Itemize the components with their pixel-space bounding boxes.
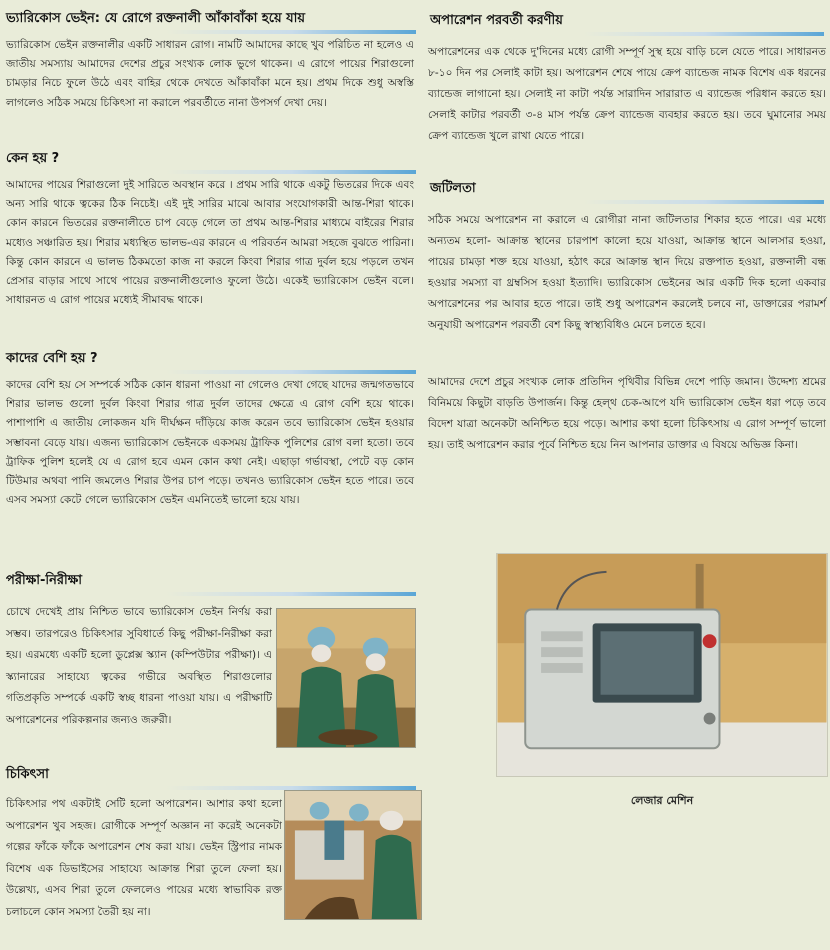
aftercare-text: অপারেশনের এক থেকে দু'দিনের মধ্যে রোগী সম্পূর্ণ সুস্থ হয়ে বাড়ি চলে যেতে পারে। সাধারনত ৮-১০ দিন পর সেলাই কাটা হয়। অপারেশন শেষে পায়ে ক্রেপ ব্যান্ডেজ নামক বিশেষ এক ধরনের ব্যান্ডেজ লাগানো হয়। সেলাই না কাটা পর্যন্ত সারাদিন সারারাত এ ব্যান্ডেজ পরিধান করতে হয়। সেলাই কাটার পরবর্তী ৩-৪ মাস পর্যন্ত ক্রেপ ব্যান্ডেজ ব্যবহার করতে হয়। তবে ঘুমানোর সময় ক্রেপ ব্যান্ডেজ খুলে রাখা যেতে পারে। [428,46,826,142]
figure-caption: লেজার মেশিন [630,794,694,807]
operation-photo-image [285,791,421,919]
laser-machine-image [497,554,827,776]
aftercare-heading: অপারেশন পরবর্তী করণীয় [424,8,824,36]
tests-text: চোখে দেখেই প্রায় নিশ্চিত ভাবে ভ্যারিকোস ভেইন নির্ণয় করা সম্ভব। তারপরেও চিকিৎসার সুবিধার্তে কিছু পরীক্ষা-নিরীক্ষা করা হয়। এরমধ্যে একটি হলো ডুপ্লেক্স স্ক্যান (কম্পিউটার পরীক্ষা)। এ স্ক্যানারের সাহায্যে ত্বকের গভীরে অবস্থিত শিরাগুলোর গতিপ্রকৃতি সম্পর্কে একটি স্বচ্ছ ধারনা পাওয়া যায়। এ পরীক্ষাটি অপারেশনের পরিকল্পনার জন্যও জরুরী। [6,606,272,726]
who-text: কাদের বেশি হয় সে সম্পর্কে সঠিক কোন ধারনা পাওয়া না গেলেও দেখা গেছে যাদের জন্মগতভাবে শিরার ভালভ গুলো দুর্বল কিংবা শিরার গাত্র দুর্বল তাদের ক্ষেত্রে এ রোগ বেশি হয়ে থাকে। পাশাপাশি এ জাতীয় লোকজন যদি দীর্ঘক্ষন দাঁড়িয়ে কাজ করেন তবে ভ্যারিকোস ভেইন হওয়ার সম্ভাবনা বেড়ে যায়। এজন্য ভ্যারিকোস ভেইনকে একসময় ট্রাফিক পুলিশের রোগ বলা হতো। তবে ট্রাফিক পুলিশ হলেই যে এ রোগ হবে এমন কোন কথা নেই। এছাড়া গর্ভাবস্থা, পেটে বড় কোন টিউমার অথবা পানি জমলেও শিরার উপর চাপ পড়ে। তখনও ভ্যারিকোস ভেইন হতে পারে। তবে এসব সমস্যা কেটে গেলে ভ্যারিকোস ভেইন এমনিতেই ভালো হয়ে যায়। [6,379,414,507]
intro-heading: ভ্যারিকোস ভেইন: যে রোগে রক্তনালী আঁকাবাঁকা হয়ে যায় [0,6,416,34]
why-heading: কেন হয় ? [0,146,416,174]
why-text: আমাদের পায়ের শিরাগুলো দুই সারিতে অবস্থান করে । প্রথম সারি থাকে একটু ভিতরের দিকে এবং অন্য সারি থাকে ত্বকের ঠিক নিচেই। এই দুই সারির মাঝে আবার সংযোগকারী আন্ত-শিরা থাকে। কোন কারনে ভিতরের রক্তনালীতে চাপ বেড়ে গেলে তা প্রথম আন্ত-শিরার মাধ্যমে বাইরের শিরার মধ্যেও সঞ্চারিত হয়। শিরার মধ্যস্থিত ভালভ-এর কারনে এ পরিবর্তন আমরা সহজে বুঝতে পারিনা। কিন্তু কোন কারনে এ ভালভ ঠিকমতো কাজ না করলে কিংবা শিরার গাত্র দুর্বল হয়ে পড়লে তখন প্রেসার বাড়ার সাথে সাথে পায়ের রক্তনালীগুলোও ফুলো উঠে। একেই ভ্যারিকোস ভেইন বলে। সাধারনত এ রোগ পায়ের মধ্যেই সীমাবদ্ধ থাকে। [6,179,414,307]
surgeons-photo-image [277,609,415,747]
complications-heading: জটিলতা [424,176,824,204]
tests-heading: পরীক্ষা-নিরীক্ষা [0,568,416,596]
surgeons-photo [276,608,416,748]
complications-text-2: আমাদের দেশে প্রচুর সংখ্যক লোক প্রতিদিন পৃথিবীর বিভিন্ন দেশে পাড়ি জমান। উদ্দেশ্য শ্রমের বিনিময়ে কিছুটা বাড়তি উপার্জন। কিন্তু হেল্থ চেক-আপে যদি ভ্যারিকোস ভেইন ধরা পড়ে তবে বিদেশ যাত্রা অনেকটা অনিশ্চিত হয়ে পড়ে। আশার কথা হলো চিকিৎসায় এ রোগ সম্পূর্ণ ভালো হয়। তাই অপারেশন করার পূর্বে নিশ্চিত হয়ে নিন আপনার ডাক্তার এ বিষয়ে অভিজ্ঞ কিনা। [428,376,826,451]
treatment-heading: চিকিৎসা [0,762,416,790]
laser-machine-photo [496,553,828,777]
who-heading: কাদের বেশি হয় ? [0,346,416,374]
complications-text: সঠিক সময়ে অপারেশন না করালে এ রোগীরা নানা জটিলতার শিকার হতে পারে। এর মধ্যে অন্যতম হলো- আক্রান্ত স্থানের চারপাশ কালো হয়ে যাওয়া, আক্রান্ত স্থানে আলসার হওয়া, পায়ের চামড়া শক্ত হয়ে যাওয়া, হঠাৎ করে আক্রান্ত স্থান দিয়ে রক্তপাত হওয়া, রক্তনালী বন্ধ হওয়ার সমস্যা বা থ্রম্বসিস হওয়া ইত্যাদি। ভ্যারিকোস ভেইনের আর একটি দিক হলো একবার অপারেশনের পর আবার হতে পারে। তাই শুধু অপারেশন করলেই চলবে না, ডাক্তারের পরামর্শ অনুযায়ী অপারেশন পরবর্তী বেশ কিছু স্বাস্থ্যবিধিও মেনে চলতে হবে। [428,214,826,331]
intro-text: ভ্যারিকোস ভেইন রক্তনালীর একটি সাধারন রোগ। নামটি আমাদের কাছে খুব পরিচিত না হলেও এ জাতীয় সমস্যায় আমাদের দেশের প্রচুর সংখ্যক লোক ভুগে থাকেন। এ রোগে পায়ের শিরাগুলো চামড়ার নিচে ফুলে উঠে এবং বাহির থেকে দেখতে আঁকাবাঁকা মনে হয়। প্রথম দিকে শুধু অস্বস্তি লাগলেও সঠিক সময়ে চিকিৎসা না করালে পরবর্তীতে নানা উপসর্গ দেখা দেয়। [6,39,414,109]
treatment-text: চিকিৎসার পথ একটাই সেটি হলো অপারেশন। আশার কথা হলো অপারেশন খুব সহজ। রোগীকে সম্পূর্ণ অজ্ঞান না করেই অনেকটা গল্পের ফাঁকে ফাঁকে অপারেশন শেষ করা যায়। ভেইন স্ট্রিপার নামক বিশেষ এক ডিভাইসের সাহায্যে আক্রান্ত শিরা তুলে ফেলা হয়। উল্লেখ্য, এসব শিরা তুলে ফেললেও পায়ের মধ্যে স্বাভাবিক রক্ত চলাচলে কোন সমস্যা তৈরী হয় না। [6,798,282,918]
operation-photo [284,790,422,920]
